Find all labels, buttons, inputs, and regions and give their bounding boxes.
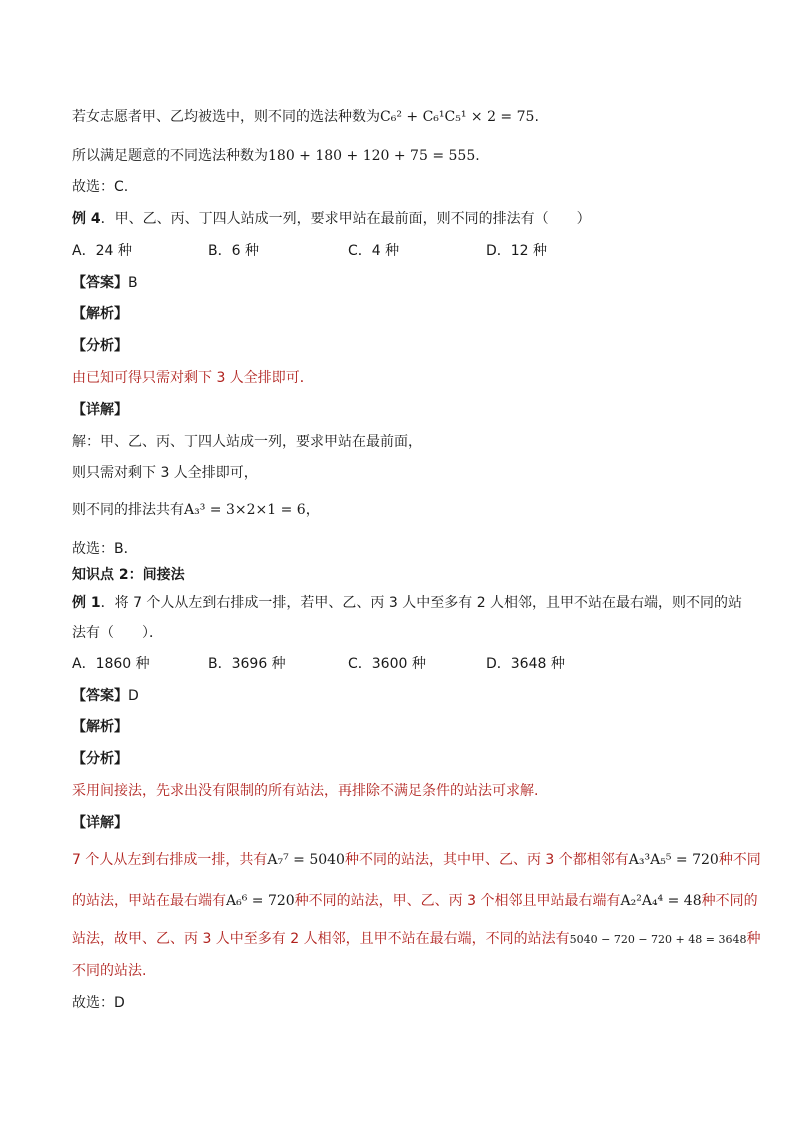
question-text: ．将 7 个人从左到右排成一排，若甲、乙、丙 3 人中至多有 2 人相邻，且甲不站在最右端，则不同的站 [100,595,743,611]
text: . [475,148,480,164]
example4-jiexi-heading: 【解析】 [72,306,128,322]
example-label: 例 4 [72,211,101,227]
example1-detail-4: 不同的站法. [72,963,147,979]
formula: A₆⁶ = 720 [226,893,295,909]
text: ， [305,502,320,518]
option-a: A．24 种 [72,243,132,259]
total-count-line [72,146,480,166]
option-b: B．3696 种 [208,656,286,672]
example4-detail-1: 解：甲、乙、丙、丁四人站成一列，要求甲站在最前面， [72,434,422,450]
text: 若女志愿者甲、乙均被选中，则不同的选法种数为 [72,109,380,125]
selection-count-line [72,107,539,127]
formula: 180 + 180 + 120 + 75 = 555 [268,148,476,164]
example1-detail-3 [72,929,760,950]
option-d: D．3648 种 [486,656,565,672]
answer-value: D [128,688,139,704]
example4-detail-2: 则只需对剩下 3 人全排即可， [72,465,258,481]
example1-detail-1 [72,850,761,870]
example1-analysis: 采用间接法，先求出没有限制的所有站法，再排除不满足条件的站法可求解. [72,783,539,799]
example1-xiangjie-heading: 【详解】 [72,815,128,831]
formula: A₂²A₄⁴ = 48 [620,893,702,909]
formula: A₃³ = 3×2×1 = 6 [184,502,306,518]
example1-options [72,654,565,674]
text: . [534,109,539,125]
text: 种不同的 [701,893,758,909]
example1-choice: 故选：D [72,995,125,1011]
answer-tag: 【答案】 [72,688,128,704]
formula: A₃³A₅⁵ = 720 [628,852,719,868]
example4-xiangjie-heading: 【详解】 [72,402,128,418]
example4-fenxi-heading: 【分析】 [72,338,128,354]
example4-detail-3 [72,500,320,520]
text: 种不同 [718,852,761,868]
example1-jiexi-heading: 【解析】 [72,719,128,735]
answer-value: B [128,275,138,291]
example4-choice: 故选：B． [72,541,138,557]
option-a: A．1860 种 [72,656,150,672]
question-text: ．甲、乙、丙、丁四人站成一列，要求甲站在最前面，则不同的排法有（ ） [100,211,591,227]
formula: 5040 − 720 − 720 + 48 = 3648 [569,933,747,946]
text: 站法，故甲、乙、丙 3 人中至多有 2 人相邻，且甲不站在最右端，不同的站法有 [72,931,570,947]
example4-options [72,241,547,261]
example4-answer [72,273,138,293]
example-label: 例 1 [72,595,101,611]
text: 种不同的站法，其中甲、乙、丙 3 个都相邻有 [344,852,629,868]
example4-question [72,209,591,229]
example1-question-line2: 法有（ ）． [72,625,163,641]
option-c: C．4 种 [348,243,400,259]
answer-tag: 【答案】 [72,275,128,291]
option-d: D．12 种 [486,243,548,259]
formula: C₆² + C₆¹C₅¹ × 2 = 75 [380,109,535,125]
knowledge-point-2-heading: 知识点 2：间接法 [72,567,185,583]
example1-detail-2 [72,891,758,911]
text: 则不同的排法共有 [72,502,184,518]
prev-choice-line: 故选：C. [72,179,129,195]
option-c: C．3600 种 [348,656,426,672]
text: 种 [746,931,761,947]
text: 所以满足题意的不同选法种数为 [72,148,268,164]
formula: A₇⁷ = 5040 [267,852,345,868]
example1-fenxi-heading: 【分析】 [72,751,128,767]
option-b: B．6 种 [208,243,259,259]
example4-analysis: 由已知可得只需对剩下 3 人全排即可． [72,370,314,386]
text: 种不同的站法，甲、乙、丙 3 个相邻且甲站最右端有 [294,893,621,909]
example1-answer [72,686,139,706]
text: 7 个人从左到右排成一排，共有 [72,852,268,868]
example1-question-line1 [72,593,742,613]
text: 的站法，甲站在最右端有 [72,893,226,909]
